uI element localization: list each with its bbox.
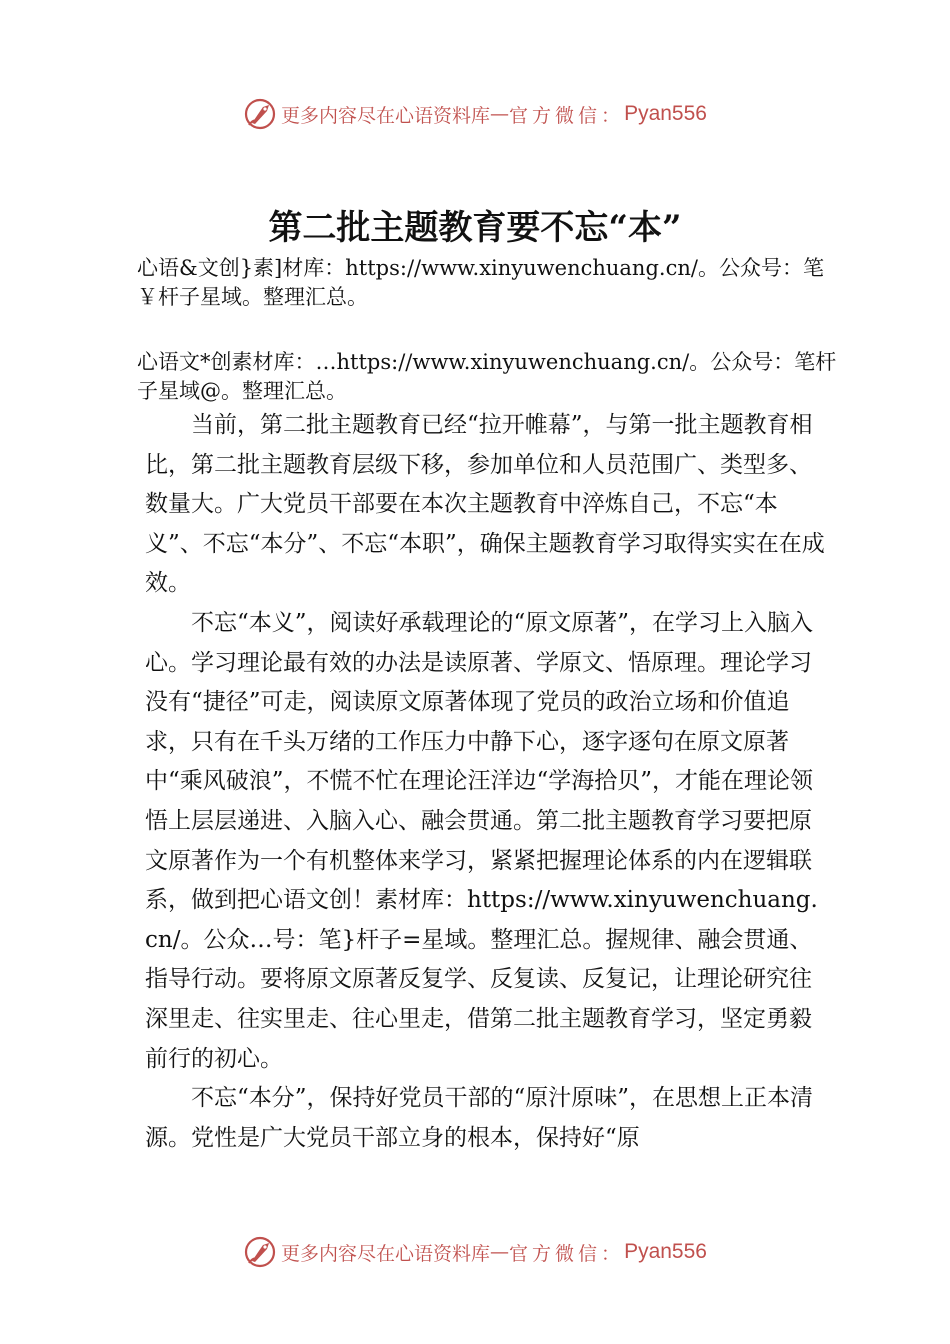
footer-separator: — bbox=[490, 1241, 510, 1263]
footer-banner bbox=[0, 1232, 950, 1272]
header-banner bbox=[0, 94, 950, 134]
body-paragraph-3: 不忘“本分”，保持好党员干部的“原汁原味”，在思想上正本清源。党性是广大党员干部立身的根本，保持好“原 bbox=[145, 1085, 814, 1151]
body-paragraph-1: 当前，第二批主题教育已经“拉开帷幕”，与第一批主题教育相比，第二批主题教育层级下移，参加单位和人员范围广、类型多、数量大。广大党员干部要在本次主题教育中淬炼自己，不忘“本义”、不忘“本分”、不忘“本职”，确保主题教育学习取得实实在在成效。 bbox=[145, 412, 825, 597]
banner-separator: — bbox=[490, 103, 510, 125]
document-title: 第二批主题教育要不忘“本” bbox=[268, 208, 682, 248]
footer-official-label: 官方微信： bbox=[509, 1242, 625, 1265]
pen-nib-logo-icon bbox=[243, 1235, 277, 1269]
banner-slogan: 更多内容尽在心语资料库 bbox=[281, 104, 491, 127]
pen-nib-logo-icon bbox=[243, 97, 277, 131]
source-line-1: 心语&文创}素]材库：https://www.xinyuwenchuang.cn/。公众号：笔￥杆子星域。整理汇总。 bbox=[137, 256, 824, 309]
footer-slogan: 更多内容尽在心语资料库 bbox=[281, 1242, 491, 1265]
document-body bbox=[145, 406, 825, 1158]
banner-handle: Pyan556 bbox=[624, 102, 707, 125]
source-line-2: 心语文*创素材库：…https://www.xinyuwenchuang.cn/。公众号：笔杆子星域@。整理汇总。 bbox=[137, 350, 837, 403]
banner-official-label: 官方微信： bbox=[509, 104, 625, 127]
body-paragraph-2: 不忘“本义”，阅读好承载理论的“原文原著”，在学习上入脑入心。学习理论最有效的办法是读原著、学原文、悟原理。理论学习没有“捷径”可走，阅读原文原著体现了党员的政治立场和价值追求，只有在千头万绪的工作压力中静下心，逐字逐句在原文原著中“乘风破浪”，不慌不忙在理论汪洋边“学海拾贝”，才能在理论领悟上层层递进、入脑入心、融会贯通。第二批主题教育学习要把原文原著作为一个有机整体来学习，紧紧把握理论体系的内在逻辑联系，做到把心语文创！素材库：https://www.xinyuwenchuang.cn/。公众…号：笔}杆子=星域。整理汇总。握规律、融会贯通、指导行动。要将原文原著反复学、反复读、反复记，让理论研究往深里走、往实里走、往心里走，借第二批主题教育学习，坚定勇毅前行的初心。 bbox=[145, 609, 818, 1072]
footer-handle: Pyan556 bbox=[624, 1240, 707, 1263]
